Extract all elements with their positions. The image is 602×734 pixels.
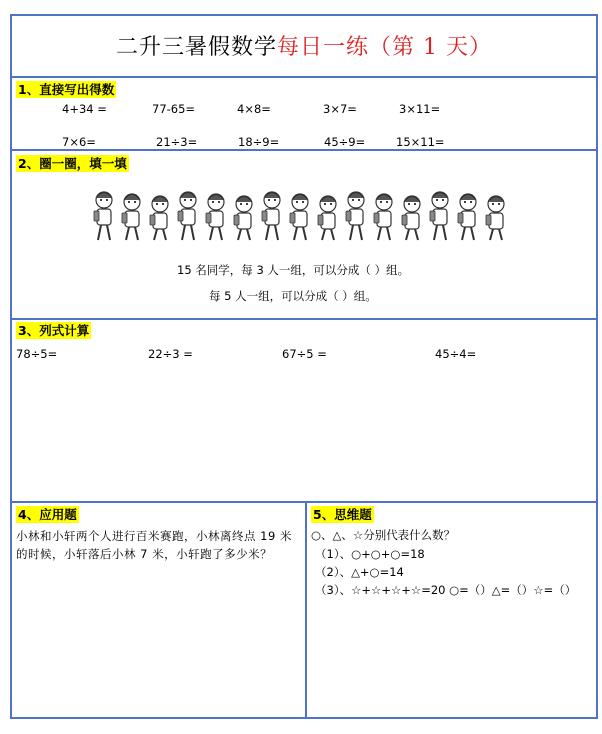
divider — [305, 501, 307, 717]
section-5-heading: 5、思维题 — [313, 507, 372, 522]
section-2-heading: 2、圈一圈，填一填 — [18, 156, 127, 171]
question-line: 15 名同学，每 3 人一组，可以分成（ ）组。 — [177, 263, 410, 277]
title-day: 每日一练（第 1 天） — [277, 35, 492, 60]
child-figure — [430, 192, 448, 240]
calc-item: 7×6= — [62, 135, 96, 149]
child-figure — [94, 192, 112, 240]
child-figure — [262, 192, 280, 240]
children-row-illustration — [90, 188, 510, 248]
child-figure — [150, 196, 168, 240]
calc-item: 4+34 = — [62, 102, 107, 116]
child-figure — [290, 194, 308, 240]
equation-line: （1）、○+○+○=18 — [315, 547, 425, 561]
divider — [12, 76, 596, 78]
equation-line: （3）、☆+☆+☆+☆=20 ○=（）△=（）☆=（） — [315, 583, 577, 597]
calc-item: 4×8= — [237, 102, 271, 116]
calc-item: 3×7= — [323, 102, 357, 116]
equation-line: （2）、△+○=14 — [315, 565, 404, 579]
child-figure — [402, 196, 420, 240]
child-figure — [122, 194, 140, 240]
child-figure — [318, 196, 336, 240]
child-figure — [178, 192, 196, 240]
child-figure — [346, 192, 364, 240]
child-figure — [486, 196, 504, 240]
child-figure — [206, 194, 224, 240]
calc-item: 67÷5 = — [282, 347, 327, 361]
calc-item: 22÷3 = — [148, 347, 193, 361]
calc-item: 18÷9= — [238, 135, 280, 149]
divider — [12, 318, 596, 320]
calc-item: 21÷3= — [156, 135, 198, 149]
calc-item: 3×11= — [399, 102, 441, 116]
divider — [12, 501, 596, 503]
divider — [12, 149, 596, 151]
word-problem: 小林和小轩两个人进行百米赛跑，小林离终点 19 米的时候，小轩落后小林 7 米，小轩跑了多少米？ — [16, 529, 292, 561]
calc-item: 15×11= — [396, 135, 445, 149]
calc-item: 77-65= — [152, 102, 196, 116]
child-figure — [458, 194, 476, 240]
calc-item: 45÷9= — [324, 135, 366, 149]
thinking-question: ○、△、☆分别代表什么数？ — [311, 528, 456, 542]
title-main: 二升三暑假数学 — [116, 35, 278, 60]
calc-item: 78÷5= — [16, 347, 58, 361]
section-3-heading: 3、列式计算 — [18, 323, 90, 338]
calc-item: 45÷4= — [435, 347, 477, 361]
section-4-heading: 4、应用题 — [18, 507, 77, 522]
child-figure — [374, 194, 392, 240]
section-1-heading: 1、直接写出得数 — [18, 82, 115, 97]
worksheet — [10, 14, 598, 719]
child-figure — [234, 196, 252, 240]
question-line: 每 5 人一组，可以分成（ ）组。 — [209, 289, 377, 303]
page-title — [12, 30, 596, 61]
